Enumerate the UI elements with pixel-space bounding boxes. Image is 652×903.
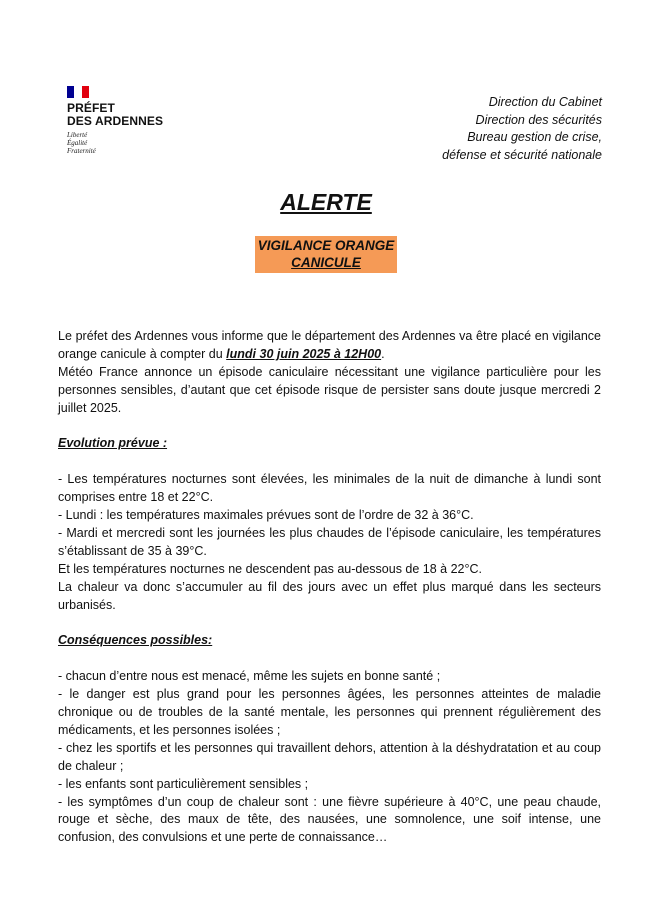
evolution-item: - Les températures nocturnes sont élevées, les minimales de la nuit de dimanche à lundi sont comprises entre 18 et 22°C. (58, 472, 601, 505)
consequence-item: - chacun d’entre nous est menacé, même les sujets en bonne santé ; (58, 669, 441, 684)
motto-fraternite: Fraternité (67, 147, 96, 155)
french-flag-icon (67, 86, 89, 98)
issuing-department (442, 94, 602, 164)
logo-title-line1: PRÉFET (67, 101, 115, 115)
header-line-1: Direction du Cabinet (488, 95, 602, 109)
consequence-item: - le danger est plus grand pour les personnes âgées, les personnes atteintes de maladie chronique ou de troubles de la santé mentale, les personnes qui prennent régulièrement des médicaments, et les personnes isolées ; (58, 687, 601, 737)
vigilance-banner (0, 236, 652, 273)
prefecture-logo (67, 86, 163, 155)
intro-text: Le préfet des Ardennes vous informe que le département des Ardennes va être placé en vigilance orange canicule à compter du (58, 329, 601, 361)
flag-white-stripe (74, 86, 81, 98)
consequence-item: - les enfants sont particulièrement sensibles ; (58, 776, 309, 791)
intro-paragraph-2: Météo France annonce un épisode caniculaire nécessitant une vigilance particulière pour les personnes sensibles, d’autant que cet épisode risque de persister sans doute jusque mercredi 2 juillet 2025. (58, 364, 601, 415)
flag-blue-stripe (67, 86, 74, 98)
motto-liberte: Liberté (67, 131, 88, 139)
vigilance-highlight (255, 236, 398, 273)
republic-motto (67, 131, 163, 155)
vigilance-type: CANICULE (291, 255, 361, 270)
logo-title-line2: DES ARDENNES (67, 114, 164, 128)
header-line-3: Bureau gestion de crise, (467, 130, 602, 144)
intro-paragraph-1 (58, 328, 601, 364)
header-line-2: Direction des sécurités (475, 112, 602, 127)
evolution-heading: Evolution prévue : (58, 436, 168, 451)
start-date: lundi 30 juin 2025 à 12H00 (226, 346, 382, 361)
consequence-item: - les symptômes d’un coup de chaleur sont : une fièvre supérieure à 40°C, une peau chaude, rouge et sèche, des maux de tête, des nausées, une somnolence, une soif intense, une confusion, des convulsions et une perte de connaissance… (58, 794, 601, 845)
intro-period: . (381, 346, 385, 361)
vigilance-level: VIGILANCE ORANGE (257, 238, 395, 253)
alert-title: ALERTE (280, 189, 372, 215)
consequences-heading: Conséquences possibles: (58, 633, 213, 648)
consequence-item: - chez les sportifs et les personnes qui travaillent dehors, attention à la déshydratation et au coup de chaleur ; (58, 740, 601, 773)
header-line-4: défense et sécurité nationale (442, 147, 602, 162)
document-body (58, 328, 601, 847)
evolution-item: La chaleur va donc s’accumuler au fil des jours avec un effet plus marqué dans les secteurs urbanisés. (58, 579, 601, 612)
evolution-item: - Lundi : les températures maximales prévues sont de l’ordre de 32 à 36°C. (58, 508, 474, 523)
flag-red-stripe (82, 86, 89, 98)
evolution-item: - Mardi et mercredi sont les journées les plus chaudes de l’épisode caniculaire, les températures s’établissant de 35 à 39°C. (58, 525, 601, 558)
evolution-item: Et les températures nocturnes ne descendent pas au-dessous de 18 à 22°C. (58, 561, 483, 576)
motto-egalite: Égalité (67, 139, 88, 147)
